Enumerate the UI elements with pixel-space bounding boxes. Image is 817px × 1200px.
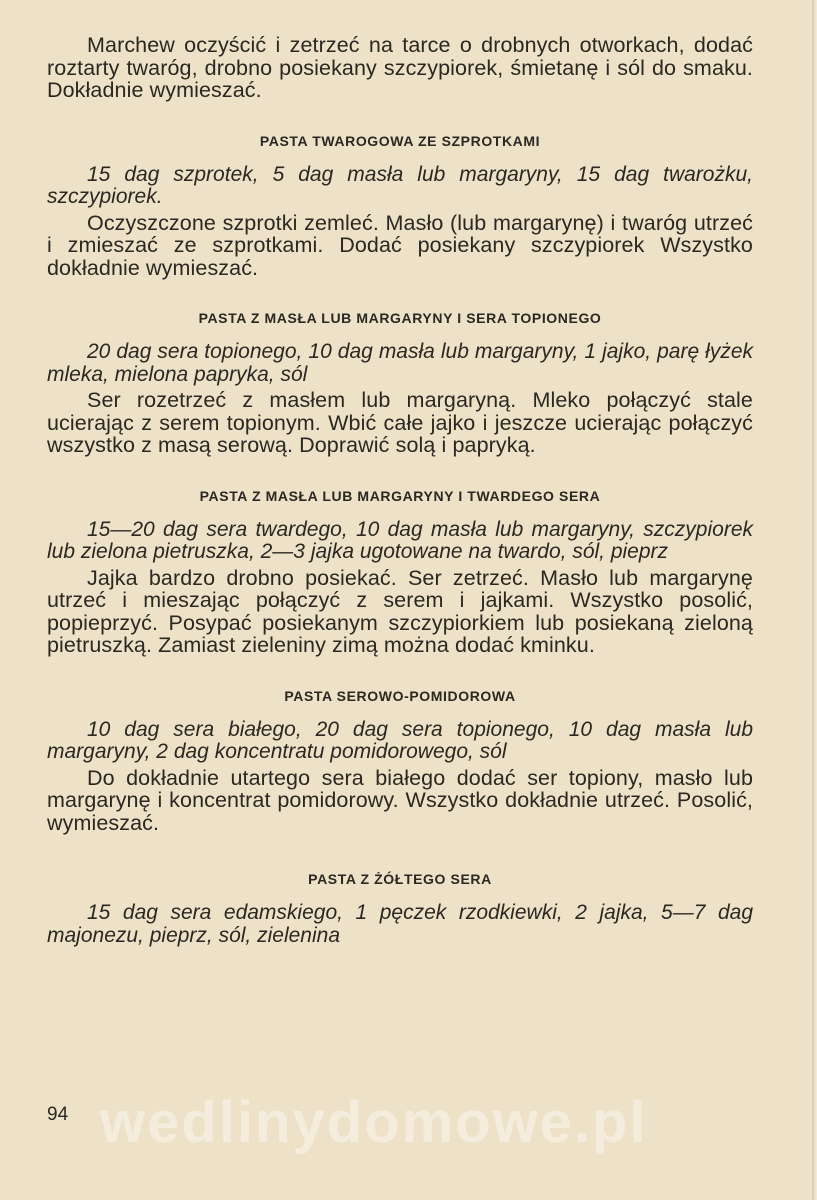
text-column (47, 34, 753, 947)
recipe-title-ser-twardy: PASTA Z MASŁA LUB MARGARYNY I TWARDEGO SERA (199, 487, 601, 504)
recipe-method-ser-twardy: Jajka bardzo drobno posiekać. Ser zetrzeć. Masło lub margarynę utrzeć i mieszając połączyć z serem i jajkami. Wszystko posolić, popieprzyć. Posypać posiekanym szczypiorkiem lub posiekaną zieloną pietruszką. Zamiast zieleniny zimą można dodać kminku. (47, 565, 753, 657)
recipe-method-ser-topiony: Ser rozetrzeć z masłem lub margaryną. Mleko połączyć stale ucierając z serem topionym. Wbić całe jajko i jeszcze ucierając połączyć wszystko z masą serową. Doprawić solą i papryką. (47, 388, 753, 457)
recipe-method-serowo-pomidorowa: Do dokładnie utartego sera białego dodać ser topiony, masło lub margarynę i koncentrat pomidorowy. Wszystko dokładnie utrzeć. Posolić, wymieszać. (47, 765, 753, 835)
page-edge (812, 0, 817, 1200)
recipe-ingredients-ser-topiony: 20 dag sera topionego, 10 dag masła lub margaryny, 1 jajko, parę łyżek mleka, mielona papryka, sól (47, 340, 753, 386)
recipe-ingredients-zolty-ser: 15 dag sera edamskiego, 1 pęczek rzodkiewki, 2 jajka, 5—7 dag majonezu, pieprz, sól, zielenina (47, 901, 753, 947)
intro-paragraph: Marchew oczyścić i zetrzeć na tarce o drobnych otworkach, dodać roztarty twaróg, drobno posiekany szczypiorek, śmietanę i sól do smaku. Dokładnie wymieszać. (47, 33, 753, 102)
recipe-title-ser-topiony: PASTA Z MASŁA LUB MARGARYNY I SERA TOPIONEGO (198, 310, 602, 326)
recipe-method-szprotki: Oczyszczone szprotki zemleć. Masło (lub margarynę) i twaróg utrzeć i zmieszać ze szprotkami. Dodać posiekany szczypiorek Wszystko dokładnie wymieszać. (47, 210, 753, 280)
recipe-title-zolty-ser: PASTA Z ŻÓŁTEGO SERA (308, 871, 492, 887)
recipe-title-serowo-pomidorowa: PASTA SEROWO-POMIDOROWA (284, 687, 516, 704)
recipe-title-szprotki: PASTA TWAROGOWA ZE SZPROTKAMI (259, 132, 541, 149)
recipe-ingredients-szprotki: 15 dag szprotek, 5 dag masła lub margaryny, 15 dag twarożku, szczypiorek. (47, 162, 753, 208)
recipe-ingredients-serowo-pomidorowa: 10 dag sera białego, 20 dag sera topionego, 10 dag masła lub margaryny, 2 dag koncentratu pomidorowego, sól (47, 717, 753, 763)
page-number: 94 (47, 1104, 69, 1125)
recipe-ingredients-ser-twardy: 15—20 dag sera twardego, 10 dag masła lub margaryny, szczypiorek lub zielona pietruszka, 2—3 jajka ugotowane na twardo, sól, pieprz (47, 517, 753, 563)
watermark: wedlinydomowe.pl (100, 1090, 648, 1155)
